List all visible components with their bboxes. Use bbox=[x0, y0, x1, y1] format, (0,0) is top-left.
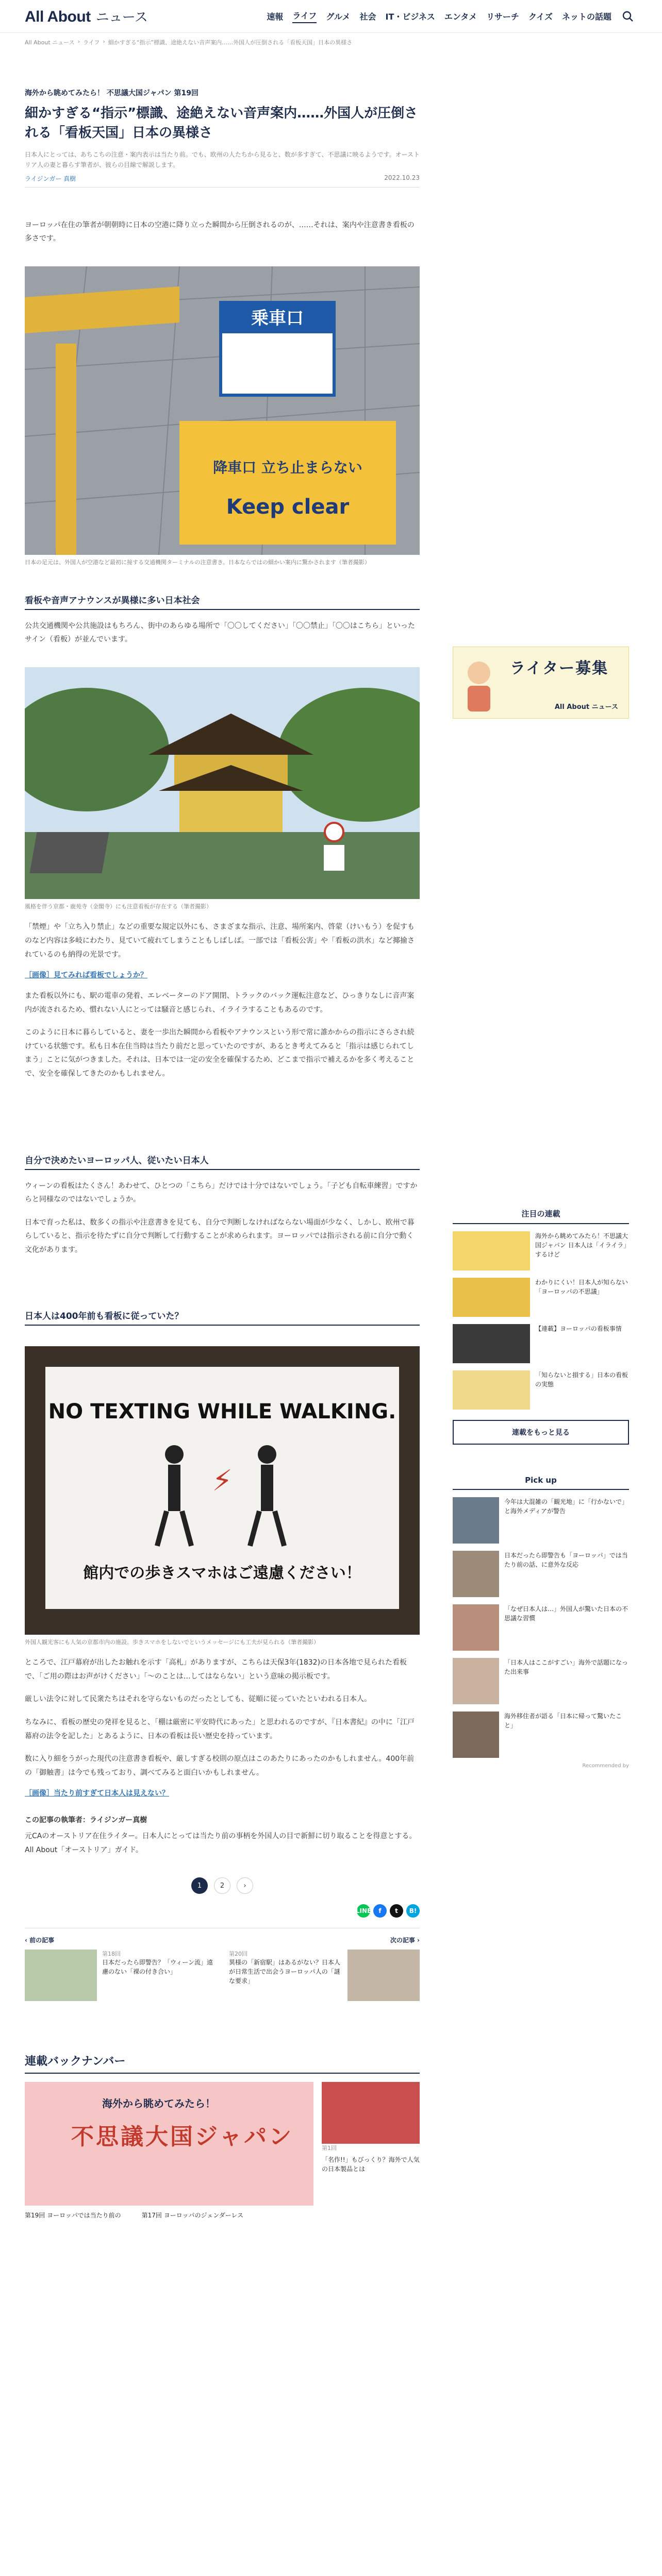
nav-item-gourmet[interactable]: グルメ bbox=[326, 12, 351, 22]
backnumber-list bbox=[25, 2211, 637, 2219]
section2-paragraph-2: 日本で育った私は、数多くの指示や注意書きを見ても、自分で判断しなければならない場面が少なく、しかし、欧州で暮らしていると、指示を待たずに自分で判断して行動することが求められます。ヨーロッパでは指示される前に自分で動く文化があります。 bbox=[25, 1218, 415, 1255]
section-title-2: 自分で決めたいヨーロッパ人、従いたい日本人 bbox=[25, 1153, 420, 1170]
search-icon bbox=[622, 11, 634, 22]
next-article[interactable] bbox=[229, 1936, 420, 2001]
section1-paragraph-1: 公共交通機関や公共施設はもちろん、街中のあらゆる場所で「〇〇してください」「〇〇禁止」「〇〇はこちら」といったサイン（看板）が並んでいます。 bbox=[25, 621, 415, 644]
next-thumb bbox=[347, 1950, 420, 2001]
pickup-item[interactable] bbox=[453, 1711, 629, 1758]
popular-thumb bbox=[453, 1231, 530, 1270]
page-1-button[interactable]: 1 bbox=[191, 1877, 208, 1894]
pickup-item[interactable] bbox=[453, 1658, 629, 1704]
pickup-text: 今年は大混雑の「観光地」に「行かないで」と海外メディアが警告 bbox=[504, 1498, 628, 1515]
series-label[interactable]: 海外から眺めてみたら！ 不思議大国ジャパン 第19回 bbox=[25, 89, 198, 97]
photo1-caption: 日本の足元は、外国人が空港など最初に接する交通機関ターミナルの注意書き。日本ならではの細かい案内に驚かされます（筆者撮影） bbox=[25, 558, 370, 566]
photo2-caption: 風格を伴う京都・鹿苑寺（金閣寺）にも注意看板が存在する（筆者撮影） bbox=[25, 903, 212, 910]
section-title-3: 日本人は400年前も看板に従っていた？ bbox=[25, 1309, 420, 1326]
article-main bbox=[25, 52, 420, 2001]
station-floor-photo[interactable] bbox=[25, 266, 420, 555]
byline bbox=[25, 174, 420, 188]
powered-by: Recommended by bbox=[582, 1763, 629, 1769]
author-bio: 元CAのオーストリア在住ライター。日本人にとっては当たり前の事柄を外国人の目で新鮮に切り取ることを得意とする。All About「オーストリア」ガイド。 bbox=[25, 1832, 417, 1854]
backnumber-list-item[interactable]: 第19回 ヨーロッパでは当たり前の bbox=[25, 2212, 121, 2219]
site-header bbox=[0, 0, 662, 33]
popular-text: 「知らないと損する」日本の看板の実態 bbox=[535, 1371, 628, 1388]
prev-title: 日本だったら即警告？「ウィーン流」遠慮のない「裸の付き合い」 bbox=[102, 1959, 213, 1976]
pickup-text: 「日本人はここがすごい」海外で話題になった出来事 bbox=[504, 1659, 628, 1675]
author-heading: この記事の執筆者：ライジンガー真樹 bbox=[25, 1816, 147, 1825]
popular-thumb bbox=[453, 1324, 530, 1363]
breadcrumb-current: 細かすぎる“指示”標識、途絶えない音声案内……外国人が圧倒される「看板天国」日本の異様さ bbox=[108, 39, 353, 46]
popular-item[interactable] bbox=[453, 1231, 629, 1270]
backnumber-thumb bbox=[322, 2082, 420, 2144]
popular-thumb bbox=[453, 1370, 530, 1410]
author-link[interactable]: ライジンガー 真樹 bbox=[25, 175, 76, 182]
more-series-button[interactable]: 連載をもっと見る bbox=[453, 1420, 629, 1445]
logo-main: All About bbox=[25, 8, 91, 25]
pickup-text: 「なぜ日本人は…」外国人が驚いた日本の不思議な習慣 bbox=[504, 1605, 628, 1622]
popular-thumb bbox=[453, 1278, 530, 1317]
intro-paragraph: ヨーロッパ在住の筆者が朝朝時に日本の空港に降り立った瞬間から圧倒されるのが、……それは、案内や注意書き看板の多さです。 bbox=[25, 221, 415, 243]
logo-sub: ニュース bbox=[95, 9, 148, 25]
photo1-sign-en: Keep clear bbox=[226, 495, 350, 519]
sidebar bbox=[453, 52, 629, 2001]
popular-heading: 注目の連載 bbox=[453, 1208, 629, 1224]
nav-item-breaking[interactable]: 速報 bbox=[267, 12, 284, 22]
photo3-caption: 外国人観光客にも人気の京都市内の施設。歩きスマホをしないでというメッセージにも工夫が見られる（筆者撮影） bbox=[25, 1638, 320, 1646]
svg-text:⚡: ⚡ bbox=[212, 1464, 233, 1498]
backnumber-hero[interactable] bbox=[25, 2082, 313, 2206]
pickup-heading: Pick up bbox=[453, 1476, 629, 1490]
article-title: 細かすぎる“指示”標識、途絶えない音声案内……外国人が圧倒される「看板天国」日本の異様さ bbox=[25, 106, 418, 141]
prev-next-nav bbox=[25, 1928, 420, 2001]
pickup-item[interactable] bbox=[453, 1604, 629, 1651]
nav-item-net[interactable]: ネットの話題 bbox=[561, 12, 611, 22]
section1-paragraph-2: 「禁煙」や「立ち入り禁止」などの重要な規定以外にも、さまざまな指示、注意、場所案内、啓蒙（けいもう）を促すものなど内容は多岐にわたり、見ていて疲れてしまうこともしばしば。一部では「看板公害」や「看板の洪水」など揶揄されているのも納得の光景です。 bbox=[25, 923, 415, 959]
nav-item-entertainment[interactable]: エンタメ bbox=[444, 12, 477, 22]
twitter-share-icon[interactable]: t bbox=[390, 1904, 403, 1918]
pickup-thumb bbox=[453, 1604, 499, 1651]
photo1-sign-top: 乗車口 bbox=[251, 308, 304, 329]
popular-item[interactable] bbox=[453, 1324, 629, 1363]
facebook-share-icon[interactable]: f bbox=[373, 1904, 387, 1918]
pickup bbox=[453, 1476, 629, 1769]
next-title: 異様の「新宿駅」はあるがない？日本人が日常生活で出会うヨーロッパ人の「謎な要求」 bbox=[229, 1959, 341, 1985]
publish-date: 2022.10.23 bbox=[384, 174, 420, 181]
site-logo[interactable] bbox=[25, 7, 147, 26]
section2-paragraph-1: ウィーンの看板はたくさん！あわせて、ひとつの「こちら」だけでは十分ではないでしょう。「子ども自転車練習」ですからと同様なのではないでしょうか。 bbox=[25, 1181, 418, 1204]
line-share-icon[interactable]: LINE bbox=[357, 1904, 370, 1918]
prev-article[interactable] bbox=[25, 1936, 216, 2001]
prev-label: ‹ 前の記事 bbox=[25, 1937, 55, 1944]
writer-illustration-icon bbox=[453, 647, 505, 719]
no-texting-photo[interactable] bbox=[25, 1346, 420, 1635]
breadcrumb-home[interactable]: All About ニュース bbox=[25, 39, 75, 46]
pickup-thumb bbox=[453, 1497, 499, 1544]
no-texting-illustration bbox=[25, 1346, 420, 1635]
search-button[interactable] bbox=[619, 7, 637, 26]
nav-item-life[interactable]: ライフ bbox=[292, 9, 317, 23]
pickup-item[interactable] bbox=[453, 1497, 629, 1544]
section3-paragraph-3: ちなみに、看板の歴史の発祥を見ると、「棚は厳密に平安時代にあった」と思われるのですが、『日本書紀』の中に「江戸幕府の法令を記した」とあるように、日本の看板は長い歴史を持っています。 bbox=[25, 1718, 415, 1740]
popular-text: 【連載】ヨーロッパの看板事情 bbox=[535, 1325, 622, 1332]
next-number: 第20回 bbox=[229, 1951, 247, 1958]
global-nav bbox=[267, 9, 611, 23]
breadcrumb: All About ニュース › ライフ › 細かすぎる“指示”標識、途絶えない音声案内……外国人が圧倒される「看板天国」日本の異様さ bbox=[25, 38, 353, 46]
ad-title: ライター募集 bbox=[510, 659, 609, 677]
back-numbers bbox=[0, 2053, 662, 2219]
popular-text: わかりにくい！日本人が知らない「ヨーロッパの不思議」 bbox=[535, 1279, 628, 1295]
station-floor-illustration bbox=[25, 266, 420, 555]
nav-item-it-business[interactable]: IT・ビジネス bbox=[385, 12, 435, 22]
image-link-2[interactable]: ［画像］当たり前すぎて日本人は見えない？ bbox=[25, 1789, 169, 1798]
pickup-thumb bbox=[453, 1551, 499, 1597]
next-label: 次の記事 › bbox=[390, 1937, 420, 1944]
popular-series bbox=[453, 1208, 629, 1445]
share-buttons bbox=[25, 1904, 420, 1918]
section3-paragraph-1: ところで、江戸幕府が出したお触れを示す「高札」がありますが、こちらは天保3年(1832)の日本各地で見られた看板で、「ご用の際はお声がけください」「～のことは…してはならない」という意味の掲示板です。 bbox=[25, 1658, 407, 1681]
hero-text: 不思議大国ジャパン bbox=[71, 2124, 294, 2150]
nav-item-society[interactable]: 社会 bbox=[359, 12, 376, 22]
page-2-button[interactable]: 2 bbox=[214, 1877, 230, 1894]
section3-paragraph-4: 数に入り細をうがった現代の注意書き看板や、厳しすぎる校則の原点はこのあたりにあったのかもしれません。400年前の「御触書」は今でも残っており、調べてみると面白いかもしれません。 bbox=[25, 1755, 415, 1777]
backnumber-item[interactable] bbox=[322, 2082, 420, 2206]
breadcrumb-category[interactable]: ライフ bbox=[83, 39, 100, 46]
backnumber-title: 連載バックナンバー bbox=[25, 2053, 420, 2074]
section-title-1: 看板や音声アナウンスが異様に多い日本社会 bbox=[25, 593, 420, 610]
prev-thumb bbox=[25, 1950, 97, 2001]
photo1-sign-bottom: 降車口 立ち止まらない bbox=[213, 459, 362, 476]
pickup-text: 日本だったら即警告も「ヨーロッパ」では当たり前の話、に意外な反応 bbox=[504, 1552, 628, 1568]
writer-recruit-banner[interactable] bbox=[453, 647, 629, 719]
pickup-thumb bbox=[453, 1658, 499, 1704]
popular-item[interactable] bbox=[453, 1278, 629, 1317]
image-link-1[interactable]: ［画像］見てみれば看板でしょうか？ bbox=[25, 971, 147, 980]
pickup-text: 海外移住者が語る「日本に帰って驚いたこと」 bbox=[504, 1713, 622, 1729]
hatena-share-icon[interactable]: B! bbox=[406, 1904, 420, 1918]
popular-item[interactable] bbox=[453, 1370, 629, 1410]
kinkakuji-illustration bbox=[25, 667, 420, 899]
photo3-sign: NO TEXTING WHILE WALKING. bbox=[48, 1399, 396, 1423]
hero-sub: 海外から眺めてみたら！ bbox=[102, 2097, 216, 2110]
popular-text: 海外から眺めてみたら！不思議大国ジャパン 日本人は「イライラ」するけど bbox=[535, 1232, 628, 1258]
photo3-sign-jp: 館内での歩きスマホはご遠慮ください！ bbox=[83, 1564, 361, 1582]
pagination bbox=[25, 1877, 420, 1894]
backnumber-number: 第1回 bbox=[322, 2145, 337, 2152]
backnumber-list-item[interactable]: 第17回 ヨーロッパのジェンダーレス bbox=[141, 2212, 244, 2219]
next-page-button[interactable]: › bbox=[237, 1877, 253, 1894]
prev-number: 第18回 bbox=[102, 1951, 121, 1958]
pickup-thumb bbox=[453, 1711, 499, 1758]
nav-item-research[interactable]: リサーチ bbox=[486, 12, 519, 22]
pickup-item[interactable] bbox=[453, 1551, 629, 1597]
page-layout bbox=[0, 52, 662, 2001]
section1-paragraph-3: また看板以外にも、駅の電車の発着、エレベーターのドア開閉、トラックのバック運転注意など、ひっきりなしに音声案内が流されるため、慣れない人にとっては騒音と感じられ、イライラすることもあるのです。 bbox=[25, 992, 415, 1014]
section1-paragraph-4: このように日本に暮らしていると、妻を一歩出た瞬間から看板やアナウンスという形で常に誰かからの指示にさらされ続けている状態です。私も日本在住当時は当たり前だと思っていたのですが、あるとき考えてみると「指示は感じられてしまう」ことに気がつきました。それは、日本では一定の安全を確保するため、どこまで指示で補えるかを多く考えることで、安全を確保してきたのかもしれません。 bbox=[25, 1028, 415, 1078]
backnumber-text: 「名作!!」もびっくり？海外で人気の日本製品とは bbox=[322, 2156, 420, 2173]
kinkakuji-photo[interactable] bbox=[25, 667, 420, 899]
ad-sub: All About ニュース bbox=[554, 703, 618, 711]
section3-paragraph-2: 厳しい法令に対して民衆たちはそれを守らないものだったとしても、従順に従っていたといわれる日本人。 bbox=[25, 1695, 371, 1704]
article-lead: 日本人にとっては、あちこちの注意・案内表示は当たり前。でも、欧州の人たちから見ると、数が多すぎて、不思議に映るようです。オーストリア人の妻と暮らす筆者が、彼らの目線で解説します。 bbox=[25, 151, 420, 168]
nav-item-quiz[interactable]: クイズ bbox=[528, 12, 553, 22]
